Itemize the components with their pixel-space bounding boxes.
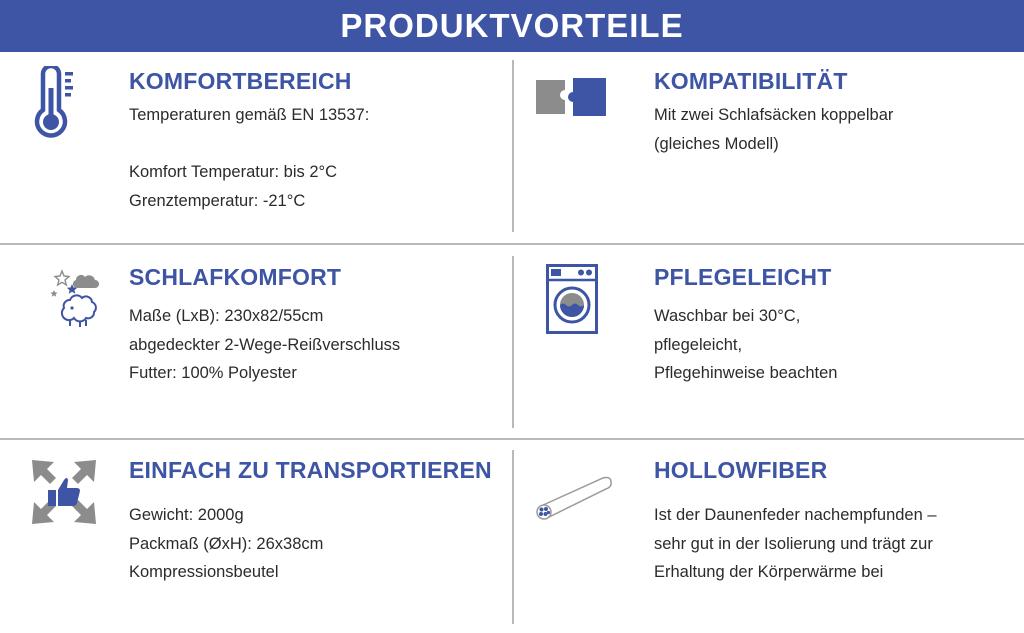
row-divider-2 [0, 438, 1024, 440]
text-line: Gewicht: 2000g [129, 506, 244, 524]
banner [0, 0, 1024, 52]
text-line: Kompressionsbeutel [129, 563, 279, 581]
text-line: Mit zwei Schlafsäcken koppelbar [654, 106, 894, 124]
text-line: Waschbar bei 30°C, [654, 307, 801, 325]
section-text [129, 101, 369, 215]
text-line: Komfort Temperatur: bis 2°C [129, 163, 338, 181]
text-line: sehr gut in der Isolierung und trägt zur [654, 534, 933, 553]
column-divider-2 [512, 256, 514, 428]
section-title: PFLEGELEICHT [654, 264, 832, 290]
section-title: HOLLOWFIBER [654, 457, 828, 483]
section-title: SCHLAFKOMFORT [129, 264, 342, 290]
section-text [654, 302, 837, 388]
section-title: KOMFORTBEREICH [129, 68, 352, 94]
text-line: Maße (LxB): 230x82/55cm [129, 307, 324, 325]
text-line: Ist der Daunenfeder nachempfunden – [654, 506, 937, 524]
hollowfiber-tube-icon [533, 474, 615, 529]
compress-thumbs-up-icon [30, 458, 98, 531]
column-divider-1 [512, 60, 514, 232]
text-line: Erhaltung der Körperwärme bei [654, 563, 884, 581]
text-line: Pflegehinweise beachten [654, 364, 838, 382]
text-line: Temperaturen gemäß EN 13537: [129, 106, 370, 124]
section-title: KOMPATIBILITÄT [654, 68, 848, 94]
banner-title: PRODUKTVORTEILE [340, 7, 684, 44]
text-line: abgedeckter 2-Wege-Reißverschluss [129, 335, 401, 354]
thermometer-icon [30, 66, 76, 145]
section-text [654, 101, 893, 158]
puzzle-icon [535, 76, 607, 123]
text-line [129, 130, 369, 159]
section-text [654, 501, 937, 587]
moon-stars-sheep-icon [24, 264, 100, 335]
text-line: Futter: 100% Polyester [129, 364, 297, 382]
section-text [129, 501, 323, 587]
section-title: EINFACH ZU TRANSPORTIEREN [129, 457, 492, 483]
column-divider-3 [512, 450, 514, 624]
washing-machine-icon [546, 264, 598, 339]
section-text [129, 302, 400, 388]
text-line: Grenztemperatur: -21°C [129, 191, 306, 210]
text-line: Packmaß (ØxH): 26x38cm [129, 534, 324, 553]
row-divider-1 [0, 243, 1024, 245]
text-line: (gleiches Modell) [654, 134, 779, 153]
text-line: pflegeleicht, [654, 335, 743, 354]
